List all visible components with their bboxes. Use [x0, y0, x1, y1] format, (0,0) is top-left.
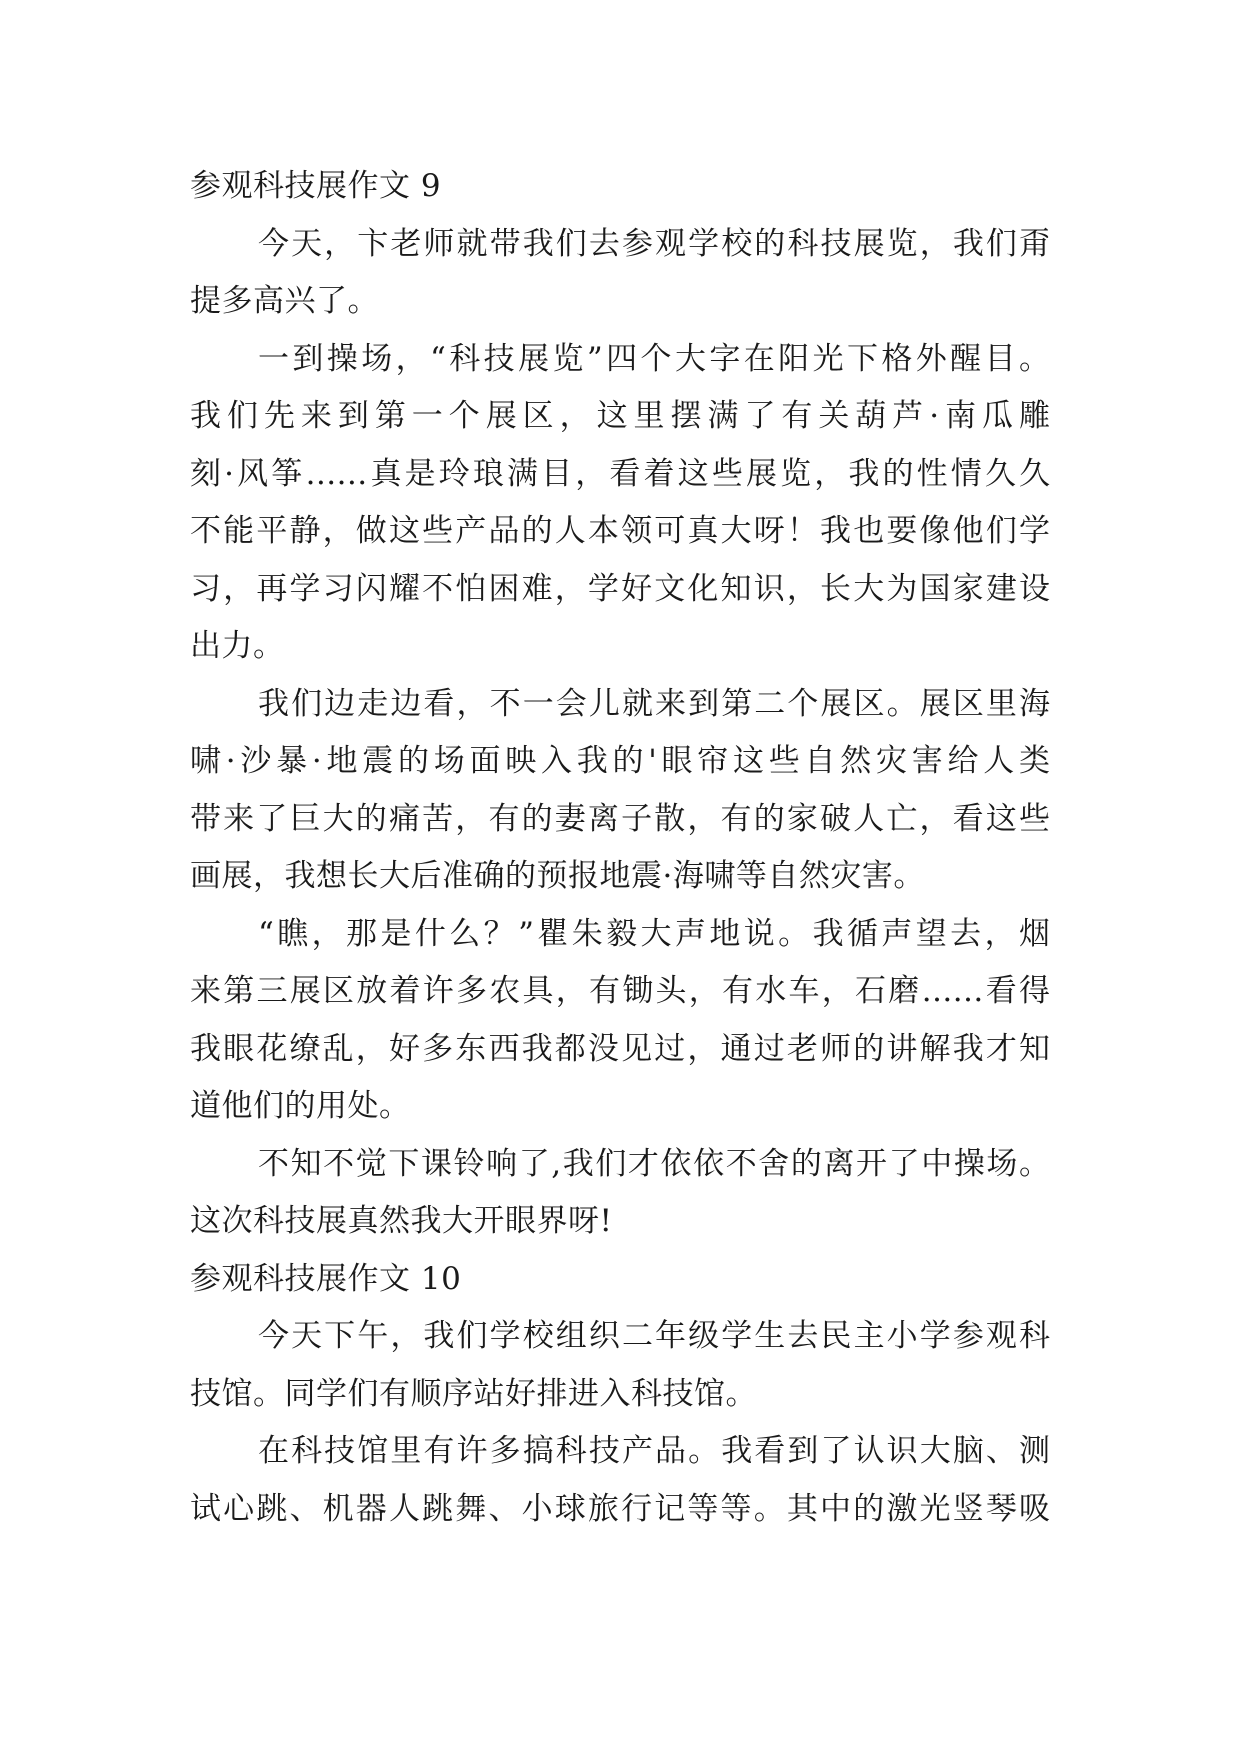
text-line: 带来了巨大的痛苦，有的妻离子散，有的家破人亡，看这些	[190, 800, 1050, 837]
paragraph	[190, 216, 1050, 331]
paragraph	[190, 1136, 1050, 1251]
text-line: 不知不觉下课铃响了,我们才依依不舍的离开了中操场。	[258, 1145, 1050, 1182]
text-line: 我眼花缭乱，好多东西我都没见过，通过老师的讲解我才知	[190, 1030, 1050, 1067]
text-line: 画展，我想长大后准确的预报地震·海啸等自然灾害。	[190, 858, 925, 894]
text-line: 不能平静，做这些产品的人本领可真大呀！我也要像他们学	[190, 513, 1050, 549]
text-line: 来第三展区放着许多农具，有锄头，有水车，石磨……看得	[190, 973, 1050, 1009]
paragraph	[190, 331, 1050, 676]
text-line: 我们先来到第一个展区，这里摆满了有关葫芦·南瓜雕	[190, 398, 1050, 434]
text-line: 今天下午，我们学校组织二年级学生去民主小学参观科	[258, 1318, 1050, 1354]
text-line: 出力。	[190, 628, 285, 664]
paragraph	[190, 676, 1050, 906]
paragraph	[190, 906, 1050, 1136]
section-heading: 参观科技展作文 10	[190, 1260, 462, 1297]
paragraph	[190, 1423, 1050, 1538]
text-line: “瞧，那是什么？”瞿朱毅大声地说。我循声望去，烟	[258, 915, 1050, 952]
text-line: 试心跳、机器人跳舞、小球旅行记等等。其中的激光竖琴吸	[190, 1490, 1050, 1527]
text-line: 这次科技展真然我大开眼界呀!	[190, 1203, 613, 1239]
text-line: 技馆。同学们有顺序站好排进入科技馆。	[190, 1375, 757, 1412]
text-line: 在科技馆里有许多搞科技产品。我看到了认识大脑、测	[258, 1433, 1050, 1469]
paragraph	[190, 1308, 1050, 1423]
text-line: 今天，卞老师就带我们去参观学校的科技展览，我们甭	[258, 225, 1050, 262]
text-line: 道他们的用处。	[190, 1088, 411, 1124]
document-body	[190, 158, 1050, 1538]
text-line: 啸·沙暴·地震的场面映入我的'眼帘这些自然灾害给人类	[190, 743, 1050, 779]
text-line: 刻·风筝……真是玲琅满目，看着这些展览，我的性情久久	[190, 455, 1050, 492]
text-line: 提多高兴了。	[190, 283, 379, 319]
text-line: 我们边走边看，不一会儿就来到第二个展区。展区里海	[258, 685, 1050, 722]
section-heading: 参观科技展作文 9	[190, 168, 442, 204]
text-line: 一到操场，“科技展览”四个大字在阳光下格外醒目。	[258, 340, 1050, 377]
text-line: 习，再学习闪耀不怕困难，学好文化知识，长大为国家建设	[190, 570, 1050, 607]
